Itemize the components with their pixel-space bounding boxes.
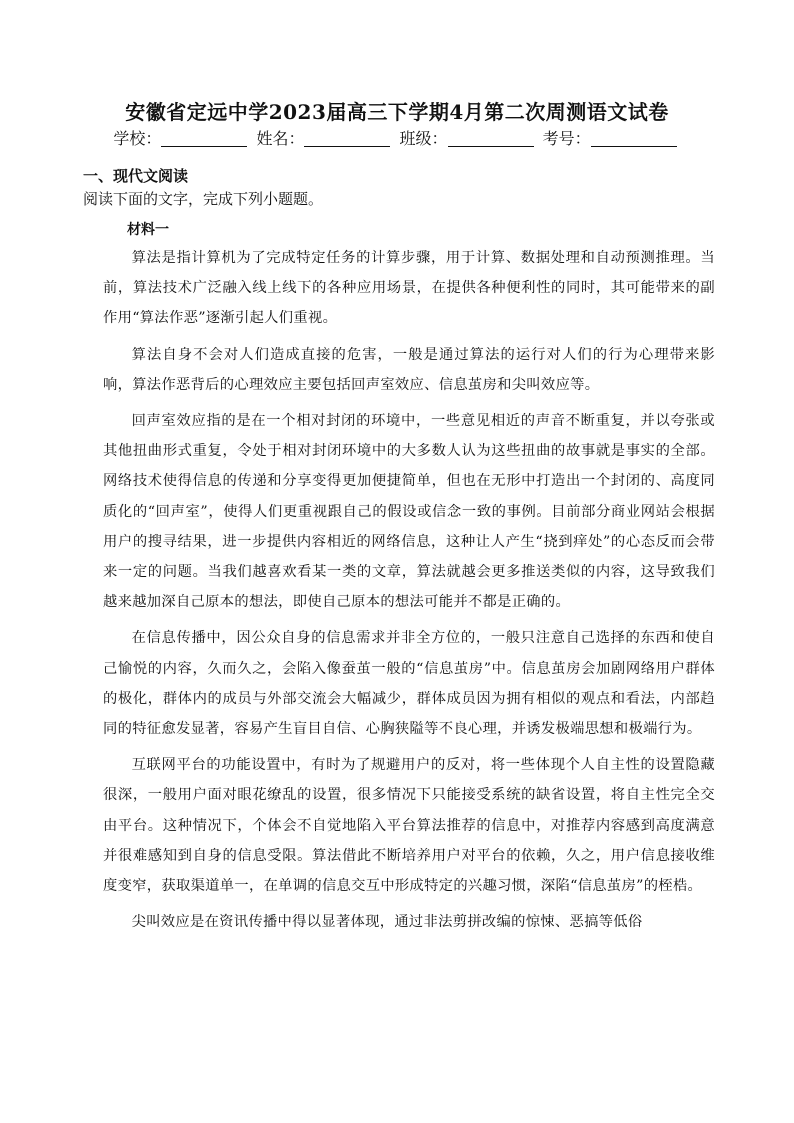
passage-paragraph: 互联网平台的功能设置中，有时为了规避用户的反对，将一些体现个人自主性的设置隐藏很深，一般用户面对眼花缭乱的设置，很多情况下只能接受系统的缺省设置，将自主性完全交由平台。这种情况下，个体会不自觉地陷入平台算法推荐的信息中，对推荐内容感到高度满意并很难感知到自身的信息受限。算法借此不断培养用户对平台的依赖，久之，用户信息接收维度变窄，获取渠道单一，在单调的信息交互中形成特定的兴趣习惯，深陷“信息茧房”的桎梏。 bbox=[103, 757, 715, 895]
school-blank[interactable] bbox=[161, 130, 247, 147]
passage-paragraph: 回声室效应指的是在一个相对封闭的环境中，一些意见相近的声音不断重复，并以夸张或其他扭曲形式重复，令处于相对封闭环境中的大多数人认为这些扭曲的故事就是事实的全部。网络技术使得信息的传递和分享变得更加便捷简单，但也在无形中打造出一个封闭的、高度同质化的“回声室”，使得人们更重视跟自己的假设或信念一致的事例。目前部分商业网站会根据用户的搜寻结果，进一步提供内容相近的网络信息，这种让人产生“挠到痒处”的心态反而会带来一定的问题。当我们越喜欢看某一类的文章，算法就越会更多推送类似的内容，这导致我们越来越加深自己原本的想法，即使自己原本的想法可能并不都是正确的。 bbox=[103, 413, 715, 611]
document-title: 安徽省定远中学2023届高三下学期4月第二次周测语文试卷 bbox=[125, 100, 669, 124]
reading-instruction: 阅读下面的文字，完成下列小题题。 bbox=[83, 190, 324, 208]
student-info-line bbox=[0, 126, 794, 149]
exam-number-blank[interactable] bbox=[591, 130, 677, 147]
passage-paragraph: 尖叫效应是在资讯传播中得以显著体现，通过非法剪拼改编的惊悚、恶搞等低俗 bbox=[131, 914, 643, 931]
name-label: 姓名： bbox=[256, 129, 305, 148]
passage-paragraph: 算法是指计算机为了完成特定任务的计算步骤，用于计算、数据处理和自动预测推理。当前，算法技术广泛融入线上线下的各种应用场景，在提供各种便利性的同时，其可能带来的副作用“算法作恶”逐渐引起人们重视。 bbox=[103, 250, 715, 327]
passage-body bbox=[103, 243, 715, 937]
passage-paragraph: 算法自身不会对人们造成直接的危害，一般是通过算法的运行对人们的行为心理带来影响，算法作恶背后的心理效应主要包括回声室效应、信息茧房和尖叫效应等。 bbox=[103, 346, 715, 393]
section-heading: 一、现代文阅读 bbox=[83, 167, 189, 185]
class-label: 班级： bbox=[399, 129, 448, 148]
school-label: 学校： bbox=[113, 129, 162, 148]
passage-paragraph: 在信息传播中，因公众自身的信息需求并非全方位的，一般只注意自己选择的东西和使自己愉悦的内容，久而久之，会陷入像蚕茧一般的“信息茧房”中。信息茧房会加剧网络用户群体的极化，群体内的成员与外部交流会大幅减少，群体成员因为拥有相似的观点和看法，内部趋同的特征愈发显著，容易产生盲目自信、心胸狭隘等不良心理，并诱发极端思想和极端行为。 bbox=[103, 630, 715, 738]
name-blank[interactable] bbox=[304, 130, 390, 147]
material-label: 材料一 bbox=[127, 222, 169, 238]
exam-number-label: 考号： bbox=[542, 129, 591, 148]
class-blank[interactable] bbox=[448, 130, 534, 147]
